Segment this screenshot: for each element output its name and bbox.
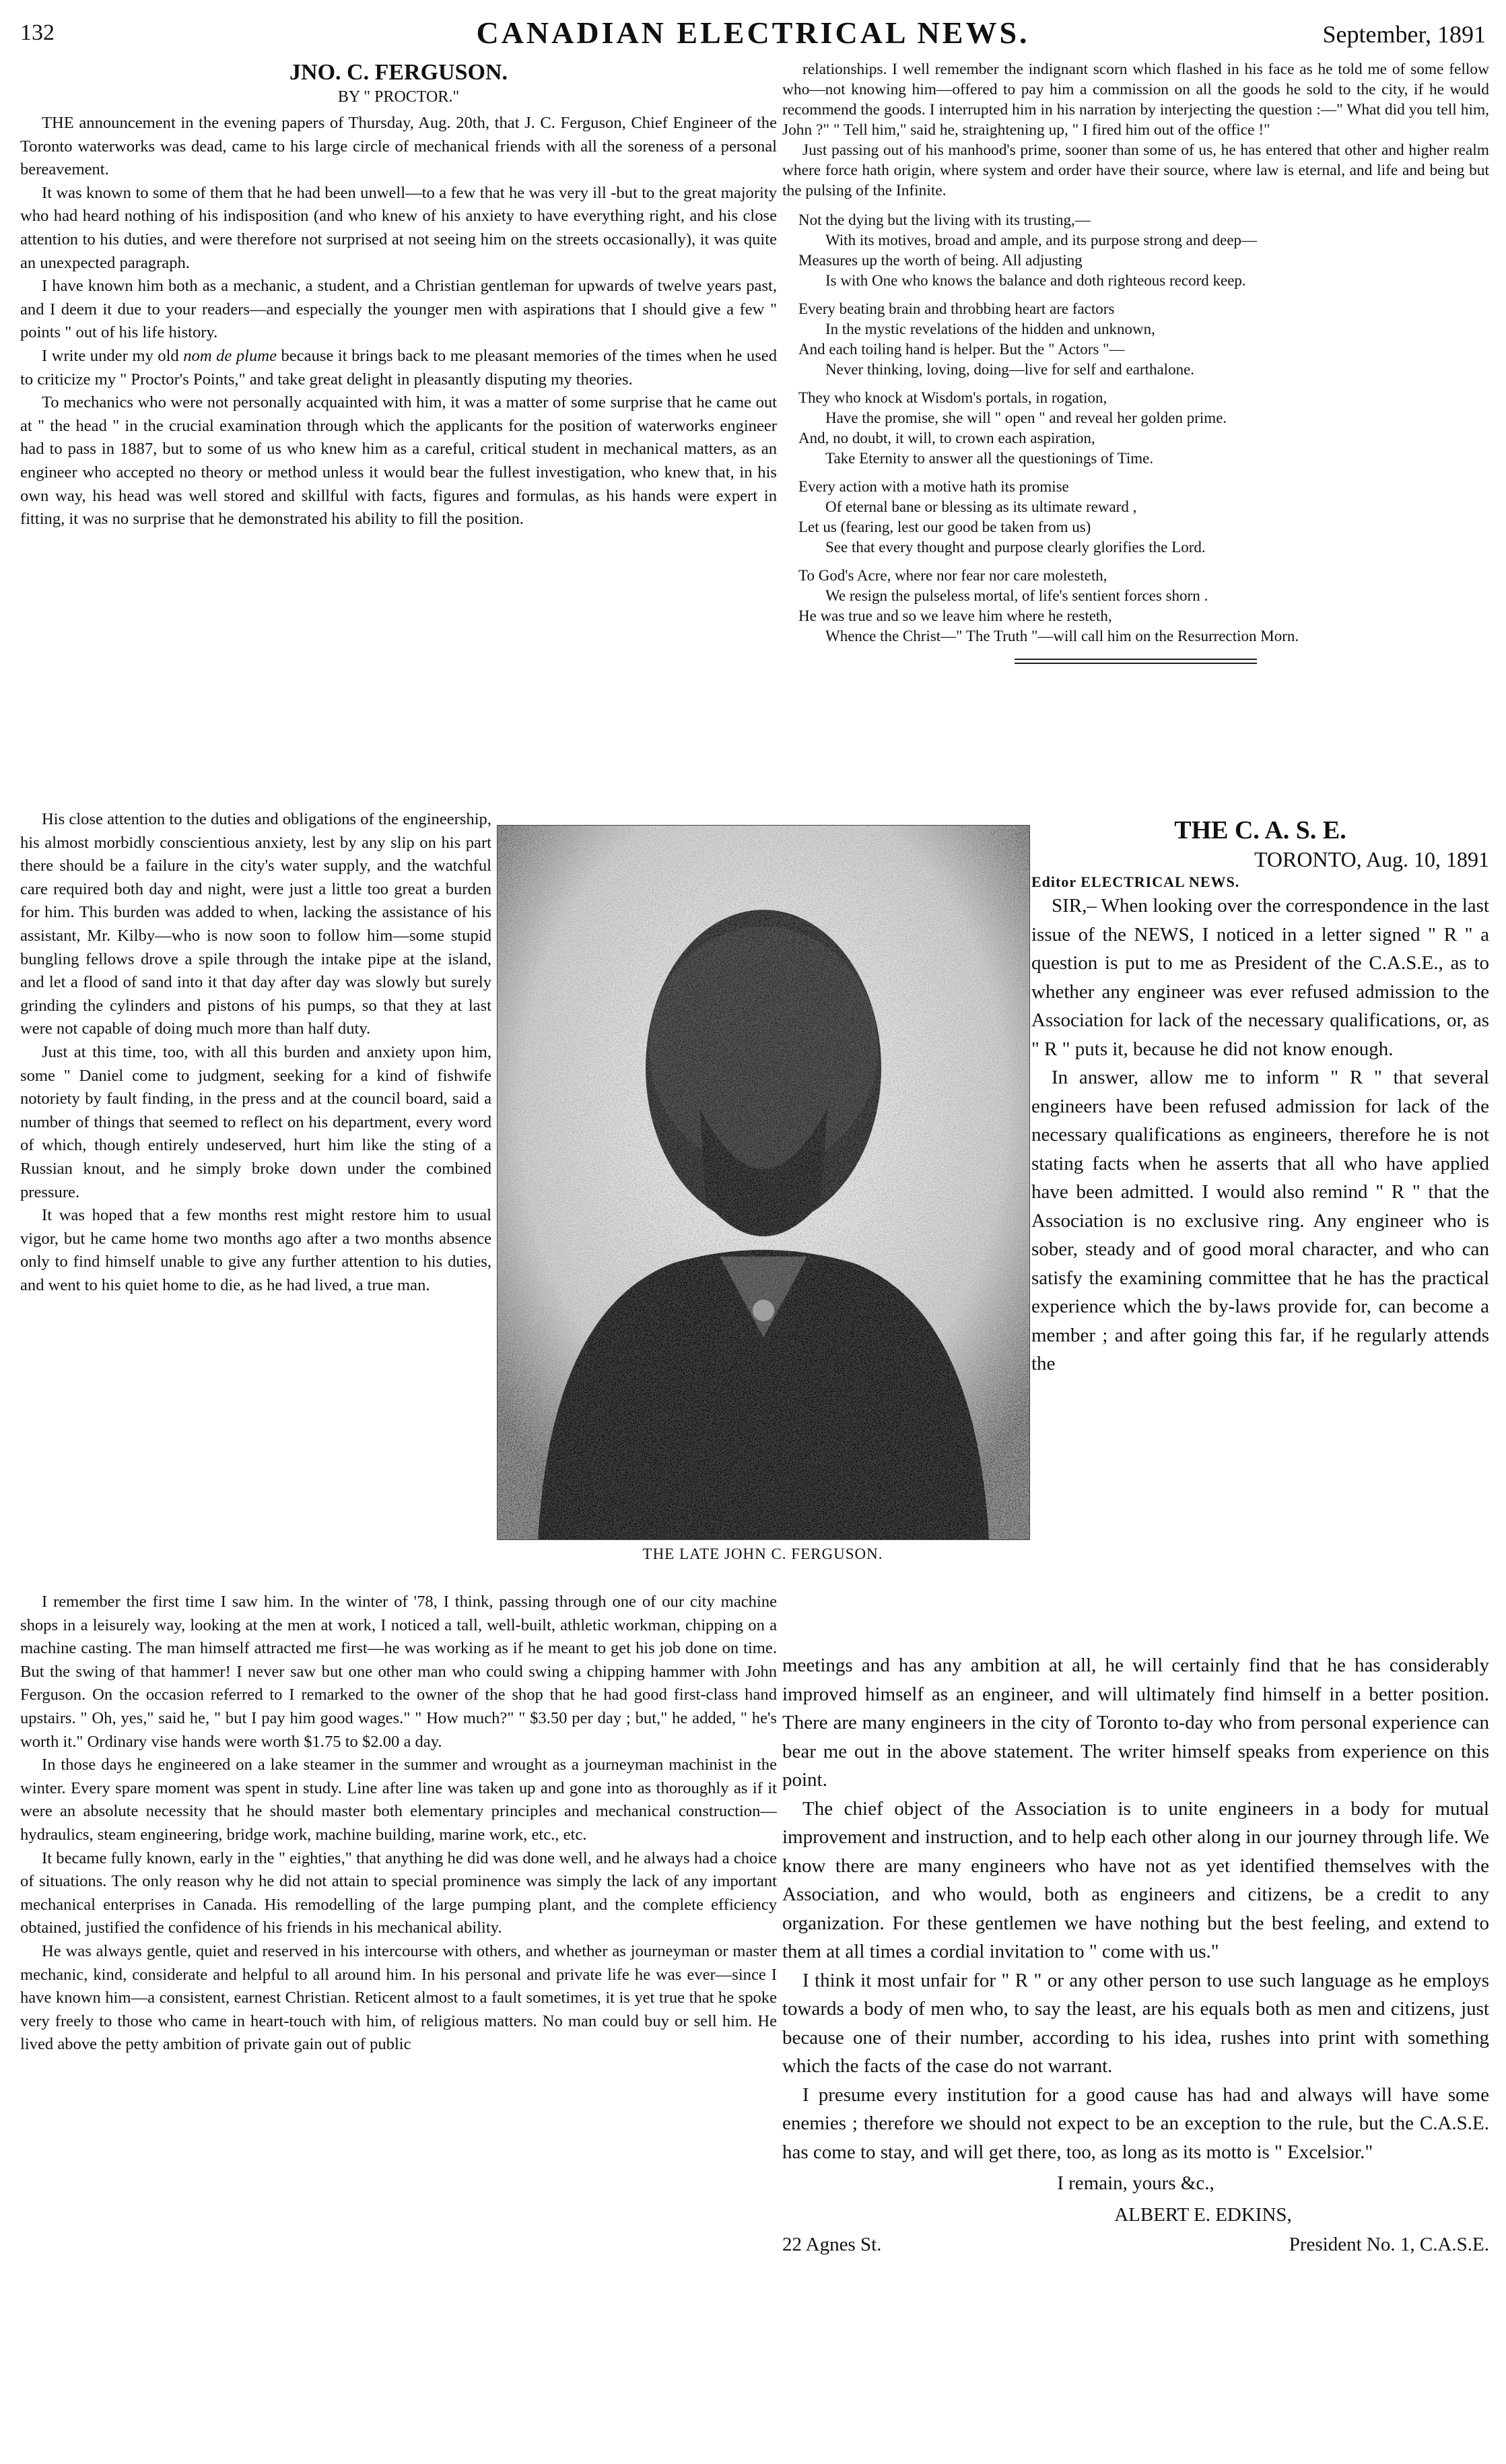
- poem-line: Every beating brain and throbbing heart are factors: [798, 300, 1115, 317]
- portrait-figure: [497, 825, 1029, 1566]
- poem-line: He was true and so we leave him where he resteth,: [798, 607, 1112, 624]
- paragraph: THE announcement in the evening papers of Thursday, Aug. 20th, that J. C. Ferguson, Chief Engineer of the Toronto waterworks was dead, came to his large circle of mechanical friends with all the soreness of a personal bereavement.: [20, 114, 777, 179]
- letter-body: [1031, 892, 1489, 1378]
- page-number: 132: [20, 20, 55, 45]
- letter-dateline: TORONTO, Aug. 10, 1891: [1254, 847, 1489, 871]
- letter-title: THE C. A. S. E.: [1174, 816, 1346, 844]
- poem-line: And each toiling hand is helper. But the " Actors "—: [798, 341, 1125, 358]
- poem-stanza: [798, 210, 1489, 291]
- paragraph: It was hoped that a few months rest might restore him to usual vigor, but he came home two months ago after a two months absence only to find himself unable to give any further attention to his duties, and went to his quiet home to die, as he had lived, a true man.: [20, 1206, 491, 1294]
- case-letter-continued: [782, 1651, 1489, 2259]
- paragraph: Just passing out of his manhood's prime, sooner than some of us, he has entered that other and higher realm where force hath origin, where system and order have their source, where law is eternal, and life and being but the pulsing of the Infinite.: [782, 141, 1489, 199]
- letter-addressee: Editor ELECTRICAL NEWS.: [1031, 873, 1240, 890]
- paragraph: To mechanics who were not personally acquainted with him, it was a matter of some surprise that he came out at " the head " in the crucial examination through which the applicants for the position of waterworks engineer had to pass in 1887, but to some of us who knew him as a careful, critical student in mechanical matters, as an engineer who accepted no theory or method unless it would bear the fullest investigation, who knew that, in his own way, his head was well stored and skillful with facts, figures and formulas, as his hands were expert in fitting, it was no surprise that he demonstrated his ability to fill the position.: [20, 393, 777, 529]
- photo-caption: THE LATE JOHN C. FERGUSON.: [642, 1545, 883, 1562]
- ferguson-article-right: [782, 59, 1489, 676]
- signer-address: 22 Agnes St.: [782, 2234, 882, 2255]
- poem-line: In the mystic revelations of the hidden and unknown,: [825, 321, 1155, 337]
- paragraph: I have known him both as a mechanic, a student, and a Christian gentleman for upwards of twelve years past, and I deem it due to your readers—and especially the younger men with aspirations that I should give a few " points " out of his life history.: [20, 277, 777, 342]
- poem-line: Every action with a motive hath its promise: [798, 478, 1069, 495]
- article-title: JNO. C. FERGUSON.: [289, 60, 508, 85]
- paragraph: I think it most unfair for " R " or any other person to use such language as he employs towards a body of men who, to say the least, are his equals both as men and citizens, just because one of their number, according to his idea, rushes into print with something which the facts of the case do not warrant.: [782, 1969, 1489, 2077]
- poem-line: Have the promise, she will " open " and reveal her golden prime.: [825, 409, 1227, 426]
- poem-line: Not the dying but the living with its trusting,—: [798, 211, 1091, 228]
- paragraph: [20, 345, 777, 391]
- paragraph: SIR,– When looking over the correspondence in the last issue of the NEWS, I noticed in a letter signed " R " a question is put to me as President of the C.A.S.E., as to whether any engineer was ever refused admission to the Association for lack of the necessary qualifications, or, as " R " puts it, because he did not know enough.: [1031, 895, 1489, 1060]
- paragraph: I presume every institution for a good cause has had and always will have some enemies ; therefore we should not expect to be an exception to the rule, but the C.A.S.E. has come to stay, and will get there, too, as long as its motto is " Excelsior.": [782, 2084, 1489, 2163]
- poem-line: To God's Acre, where nor fear nor care molesteth,: [798, 567, 1107, 584]
- poem-line: Let us (fearing, lest our good be taken from us): [798, 519, 1091, 535]
- poem-stanza: [798, 566, 1489, 646]
- paragraph: Just at this time, too, with all this burden and anxiety upon him, some " Daniel come to judgment, seeking for a kind of fishwife notoriety by fault finding, in the press and at the council board, said a number of things that seemed to reflect on his department, every word of which, though entirely undeserved, hurt him like the sting of a Russian knout, and he simply broke down under the combined pressure.: [20, 1042, 491, 1201]
- article-byline: BY " PROCTOR.": [337, 88, 460, 106]
- poem-line: See that every thought and purpose clearly glorifies the Lord.: [825, 539, 1206, 556]
- paragraph: He was always gentle, quiet and reserved in his intercourse with others, and whether as journeyman or master mechanic, kind, considerate and helpful to all around him. In his personal and private life he was ever—since I have known him—a consistent, earnest Christian. Reticent almost to a fault sometimes, it is yet true that he spoke very freely to those who came in heart-touch with him, of religious matters. No man could buy or sell him. He lived above the petty ambition of private gain out of public: [20, 1941, 777, 2054]
- letter-closing: I remain, yours &c.,: [1057, 2172, 1214, 2194]
- paragraph: In answer, allow me to inform " R " that several engineers have been refused admission for lack of the necessary qualifications as engineers, therefore he is not stating facts when he asserts that all who have applied have been admitted. I would also remind " R " that the Association is no exclusive ring. Any engineer who is sober, steady and of good moral character, and who can satisfy the examining committee that he has the practical experience which the by-laws provide for, can become a member ; and after going this far, if he regularly attends the: [1031, 1067, 1489, 1374]
- poem-line: Whence the Christ—" The Truth "—will call him on the Resurrection Morn.: [825, 628, 1299, 644]
- newspaper-title: CANADIAN ELECTRICAL NEWS.: [476, 15, 1030, 50]
- poem-line: We resign the pulseless mortal, of life's sentient forces shorn .: [825, 587, 1208, 604]
- case-letter: [1031, 815, 1489, 1378]
- poem-stanza: [798, 477, 1489, 558]
- ferguson-article-continued: [20, 1591, 777, 2057]
- paragraph: It became fully known, early in the " eighties," that anything he did was done well, and he always had a choice of situations. The only reason why he did not attain to special prominence was simply the lack of any important mechanical enterprises in Canada. His remodelling of the large pumping plant, and the complete efficiency obtained, justified the confidence of his friends in his mechanical ability.: [20, 1849, 777, 1937]
- portrait-photo: [497, 825, 1030, 1540]
- poem-line: Take Eternity to answer all the questionings of Time.: [825, 450, 1154, 467]
- letter-signer: ALBERT E. EDKINS,: [1114, 2203, 1292, 2226]
- text-run: I write under my old: [42, 346, 184, 365]
- portrait-image: [498, 826, 1029, 1539]
- paragraph: His close attention to the duties and obligations of the engineership, his almost morbidly conscientious anxiety, lest by any slip on his part there should be a failure in the city's water supply, and the watchful care required both day and night, were just a little too great a burden for him. This burden was added to when, lacking the assistance of his assistant, Mr. Kilby—who is now soon to follow him—some stupid bungling fellows drove a spile through the intake pipe at the island, and let a flood of sand into it that day after day was slowly but surely grinding the cylinders and pistons of his pumps, so that they at last were not capable of doing much more than half duty.: [20, 810, 491, 1038]
- issue-date: September, 1891: [1322, 21, 1486, 48]
- letter-footer: [782, 2230, 1489, 2259]
- section-rule: [1015, 659, 1257, 664]
- paragraph: I remember the first time I saw him. In the winter of '78, I think, passing through one of our city machine shops in a leisurely way, looking at the men at work, I noticed a tall, well-built, athletic workman, chipping on a machine casting. The man himself attracted me first—he was working as if he meant to get his job done on time. But the swing of that hammer! I never saw but one other man who could swing a chipping hammer with John Ferguson. On the occasion referred to I remarked to the owner of the shop that he had good first-class hand upstairs. " Oh, yes," said he, " but I pay him good wages." " How much?" " $3.50 per day ; but," he added, " he's worth it." Ordinary vise hands were worth $1.75 to $2.00 a day.: [20, 1593, 777, 1751]
- text-run: because it brings back to me pleasant memories of the times when he used to criticize my " Proctor's Points," and take great delight in pleasantly disputing my theories.: [20, 346, 777, 389]
- poem-stanza: [798, 388, 1489, 469]
- signer-office: President No. 1, C.A.S.E.: [1289, 2234, 1489, 2255]
- poem-line: And, no doubt, it will, to crown each aspiration,: [798, 430, 1095, 446]
- poem-stanza: [798, 299, 1489, 380]
- paragraph: In those days he engineered on a lake steamer in the summer and wrought as a journeyman machinist in the winter. Every spare moment was spent in study. Line after line was taken up and gone into as thoroughly as if it were an absolute necessity that he should master both elementary principles and mechanical construction—hydraulics, steam engineering, bridge work, machine building, marine work, etc., etc.: [20, 1756, 777, 1844]
- paragraph: It was known to some of them that he had been unwell—to a few that he was very ill -but to the great majority who had heard nothing of his indisposition (and who knew of his anxiety to have everything right, and his close attention to his duties, and were therefore not surprised at not seeing him on the streets occasionally), it was quite an unexpected paragraph.: [20, 183, 777, 272]
- ferguson-article: [20, 59, 777, 531]
- poem: [798, 210, 1489, 646]
- italic-run: nom de plume: [183, 346, 277, 365]
- masthead: [20, 13, 1486, 53]
- paragraph: relationships. I well remember the indignant scorn which flashed in his face as he told me of some fellow who—not knowing him—offered to pay him a commission on all the goods he sold to the city, if he would recommend the goods. I interrupted him in his narration by interjecting the question :—" What did you tell him, John ?" " Tell him," said he, straightening up, " I fired him out of the office !": [782, 61, 1489, 139]
- poem-line: Is with One who knows the balance and doth righteous record keep.: [825, 272, 1246, 289]
- poem-line: Never thinking, loving, doing—live for self and earthalone.: [825, 361, 1195, 378]
- poem-line: With its motives, broad and ample, and its purpose strong and deep—: [825, 232, 1258, 248]
- paragraph: meetings and has any ambition at all, he will certainly find that he has considerably improved himself as an engineer, and will ultimately find himself in a better position. There are many engineers in the city of Toronto to-day who from personal experience can bear me out in the above statement. The writer himself speaks from experience on this point.: [782, 1655, 1489, 1791]
- poem-line: They who knock at Wisdom's portals, in rogation,: [798, 389, 1107, 406]
- paragraph: The chief object of the Association is to unite engineers in a body for mutual improvement and instruction, and to help each other along in our journey through life. We know there are many engineers who have not as yet identified themselves with the Association, and who would, both as engineers and citizens, be a credit to any organization. For these gentlemen we have nothing but the best feeling, and extend to them at all times a cordial invitation to " come with us.": [782, 1797, 1489, 1962]
- poem-line: Measures up the worth of being. All adjusting: [798, 252, 1083, 269]
- poem-line: Of eternal bane or blessing as its ultimate reward ,: [825, 498, 1137, 515]
